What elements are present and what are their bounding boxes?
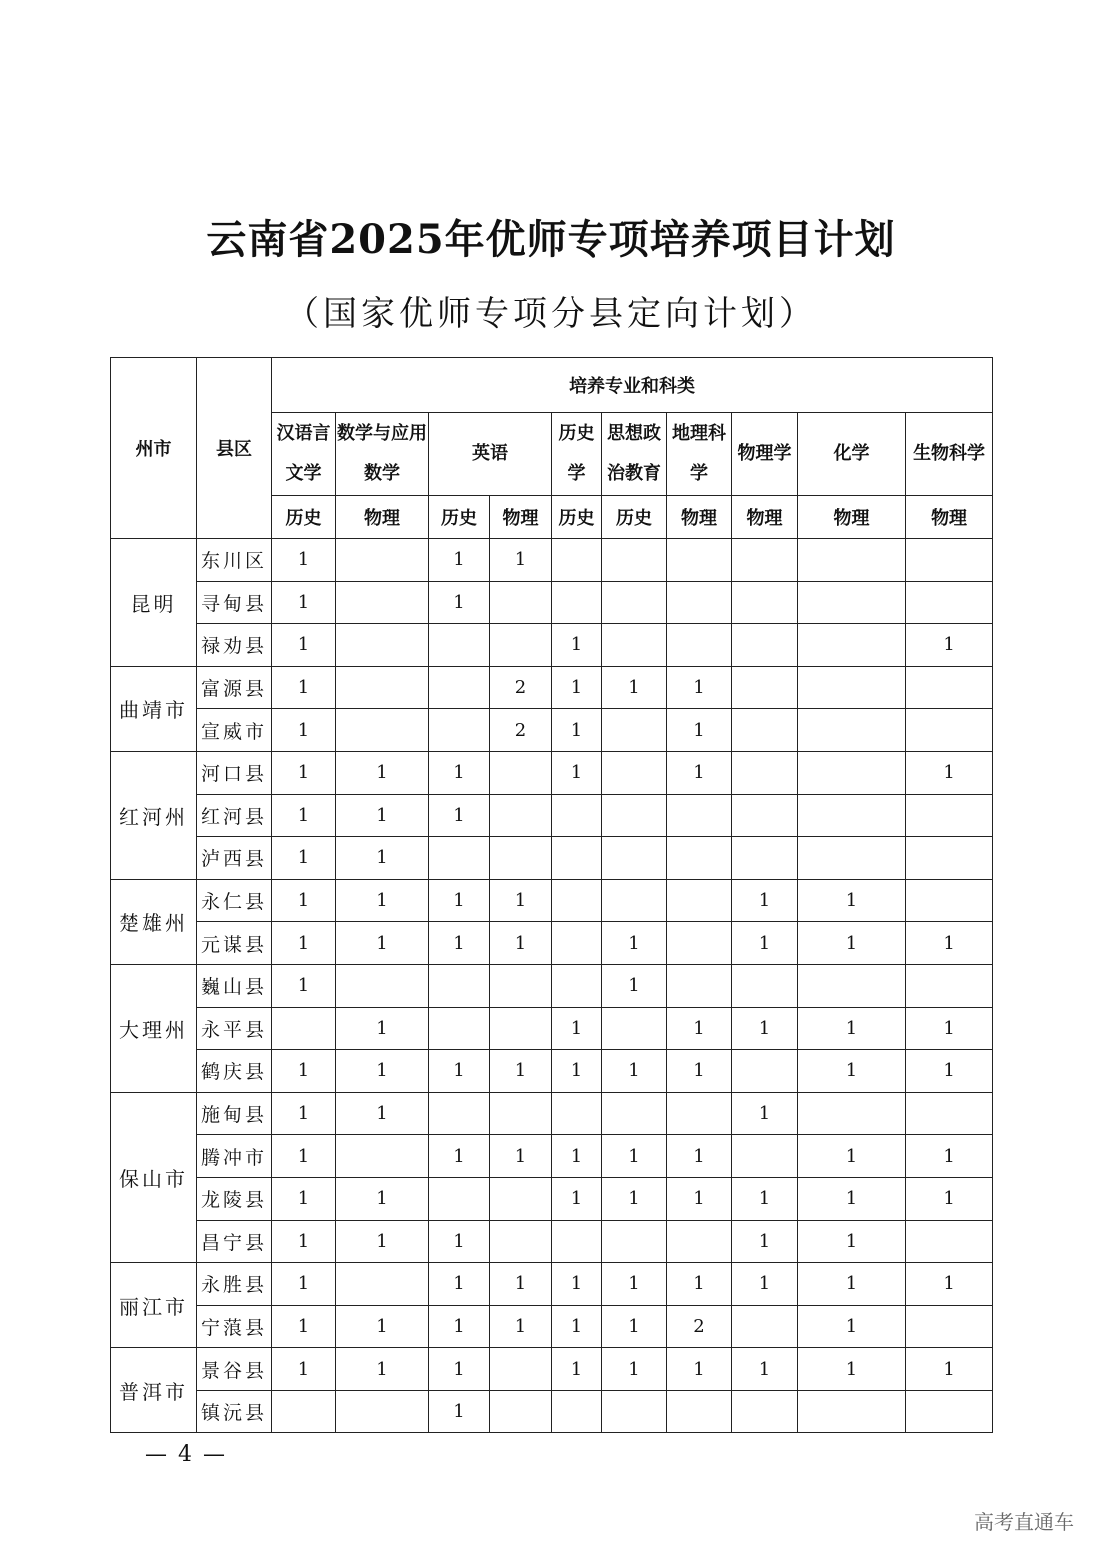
quota-cell: 1 [429,751,490,794]
quota-cell: 1 [732,922,798,965]
quota-cell: 1 [272,666,336,709]
prefecture-cell: 保山市 [111,1092,197,1262]
county-cell: 红河县 [197,794,272,837]
quota-cell [798,837,906,880]
quota-cell [732,794,798,837]
quota-cell: 1 [602,922,667,965]
quota-cell: 1 [336,837,429,880]
quota-cell: 1 [732,1348,798,1391]
county-cell: 宁蒗县 [197,1305,272,1348]
quota-cell [490,837,552,880]
quota-cell [732,751,798,794]
county-cell: 龙陵县 [197,1177,272,1220]
page-title: 云南省2025年优师专项培养项目计划 [206,216,896,263]
quota-cell [552,1220,602,1263]
quota-cell [906,709,993,752]
quota-cell: 1 [798,1305,906,1348]
quota-cell: 2 [490,666,552,709]
quota-cell: 1 [336,1348,429,1391]
quota-cell: 1 [798,1177,906,1220]
quota-cell [336,624,429,667]
quota-cell: 1 [602,1348,667,1391]
quota-cell [490,751,552,794]
quota-cell [667,1220,732,1263]
quota-cell [602,837,667,880]
quota-cell: 1 [906,922,993,965]
header-group: 培养专业和科类 [272,358,993,413]
quota-cell: 1 [798,1050,906,1093]
quota-cell: 1 [798,1007,906,1050]
quota-cell [602,539,667,582]
prefecture-cell: 普洱市 [111,1348,197,1433]
quota-cell [552,964,602,1007]
quota-cell: 1 [552,1177,602,1220]
quota-cell: 1 [336,1092,429,1135]
quota-cell: 1 [602,1135,667,1178]
county-cell: 昌宁县 [197,1220,272,1263]
quota-cell: 1 [552,1135,602,1178]
quota-cell [552,837,602,880]
quota-cell [906,794,993,837]
quota-cell [798,964,906,1007]
quota-cell: 1 [906,624,993,667]
quota-cell: 1 [272,794,336,837]
county-cell: 寻甸县 [197,581,272,624]
county-cell: 施甸县 [197,1092,272,1135]
quota-cell [602,624,667,667]
quota-cell: 1 [272,879,336,922]
table-row [111,964,993,1007]
header-major: 历史学 [552,413,602,496]
quota-cell: 1 [602,964,667,1007]
quota-cell [490,1348,552,1391]
table-row [111,1348,993,1391]
quota-cell [906,666,993,709]
quota-cell: 1 [732,1177,798,1220]
quota-cell: 1 [272,1135,336,1178]
quota-cell [667,1390,732,1433]
quota-cell [490,794,552,837]
county-cell: 东川区 [197,539,272,582]
quota-cell [336,1263,429,1306]
quota-cell [429,666,490,709]
quota-cell [490,1092,552,1135]
quota-cell [667,624,732,667]
quota-cell: 1 [552,1007,602,1050]
table-row [111,709,993,752]
quota-cell: 1 [272,581,336,624]
quota-cell [429,1007,490,1050]
quota-cell: 1 [732,1007,798,1050]
table-row [111,666,993,709]
quota-cell [602,581,667,624]
quota-cell: 1 [602,1177,667,1220]
quota-cell: 1 [552,1050,602,1093]
quota-cell [732,964,798,1007]
quota-cell [490,624,552,667]
quota-cell: 2 [490,709,552,752]
quota-cell: 1 [429,794,490,837]
quota-cell: 1 [667,1177,732,1220]
quota-cell [906,1305,993,1348]
quota-cell [798,751,906,794]
table-row [111,922,993,965]
quota-cell: 1 [429,581,490,624]
quota-cell: 1 [602,1263,667,1306]
quota-cell [667,539,732,582]
quota-cell [429,1177,490,1220]
header-major: 汉语言文学 [272,413,336,496]
table-row [111,1135,993,1178]
quota-cell [667,794,732,837]
quota-cell: 1 [272,1348,336,1391]
quota-cell: 1 [429,1220,490,1263]
quota-cell: 1 [429,1135,490,1178]
quota-cell: 1 [272,964,336,1007]
quota-cell [429,624,490,667]
quota-cell: 1 [272,1050,336,1093]
quota-cell: 1 [667,1348,732,1391]
quota-cell: 1 [336,751,429,794]
header-major: 思想政治教育 [602,413,667,496]
county-cell: 镇沅县 [197,1390,272,1433]
quota-cell: 1 [272,922,336,965]
quota-cell: 1 [552,624,602,667]
quota-cell: 1 [552,1305,602,1348]
quota-cell [552,794,602,837]
quota-cell [490,1220,552,1263]
quota-cell: 1 [732,1220,798,1263]
quota-cell [667,837,732,880]
quota-cell: 1 [429,1348,490,1391]
quota-cell: 1 [906,1050,993,1093]
quota-cell [490,1390,552,1433]
quota-cell: 1 [552,709,602,752]
header-major: 化学 [798,413,906,496]
quota-cell: 1 [429,879,490,922]
quota-cell [798,709,906,752]
quota-cell [906,539,993,582]
quota-cell: 1 [429,1263,490,1306]
quota-cell [602,709,667,752]
quota-cell [272,1007,336,1050]
quota-cell: 1 [667,709,732,752]
quota-cell: 1 [272,624,336,667]
quota-cell [336,539,429,582]
county-cell: 河口县 [197,751,272,794]
quota-cell: 1 [906,1263,993,1306]
county-cell: 泸西县 [197,837,272,880]
county-cell: 禄劝县 [197,624,272,667]
county-cell: 宣威市 [197,709,272,752]
header-subject: 历史 [272,496,336,539]
quota-cell [429,964,490,1007]
prefecture-cell: 大理州 [111,964,197,1092]
quota-cell [906,1092,993,1135]
prefecture-cell: 丽江市 [111,1263,197,1348]
header-major: 地理科学 [667,413,732,496]
quota-cell [552,1390,602,1433]
plan-table [110,357,993,1433]
quota-cell [732,1135,798,1178]
header-subject: 物理 [798,496,906,539]
quota-cell: 1 [429,1050,490,1093]
quota-cell [552,581,602,624]
quota-cell: 1 [490,1263,552,1306]
table-row [111,879,993,922]
quota-cell [732,581,798,624]
quota-cell [272,1390,336,1433]
quota-cell: 1 [429,1390,490,1433]
prefecture-cell: 曲靖市 [111,666,197,751]
quota-cell: 1 [667,751,732,794]
quota-cell [732,1050,798,1093]
quota-cell [602,1007,667,1050]
quota-cell: 1 [732,879,798,922]
quota-cell [798,539,906,582]
table-row [111,1220,993,1263]
quota-cell: 1 [602,1305,667,1348]
table-body [111,539,993,1433]
quota-cell: 2 [667,1305,732,1348]
quota-cell: 1 [906,1007,993,1050]
quota-cell: 1 [798,1263,906,1306]
quota-cell: 1 [429,922,490,965]
quota-cell: 1 [552,1263,602,1306]
quota-cell: 1 [336,922,429,965]
quota-cell: 1 [552,1348,602,1391]
quota-cell: 1 [429,539,490,582]
quota-cell [336,1390,429,1433]
quota-cell [798,794,906,837]
quota-cell: 1 [552,666,602,709]
table-row [111,794,993,837]
county-cell: 永仁县 [197,879,272,922]
header-subject: 物理 [490,496,552,539]
quota-cell [490,1007,552,1050]
prefecture-cell: 红河州 [111,751,197,879]
quota-cell [667,1092,732,1135]
header-subject: 历史 [602,496,667,539]
quota-cell: 1 [667,1135,732,1178]
quota-cell [667,964,732,1007]
header-subject: 物理 [906,496,993,539]
table-row [111,1050,993,1093]
quota-cell: 1 [552,751,602,794]
quota-cell [602,1390,667,1433]
header-subject: 物理 [667,496,732,539]
quota-cell [336,1135,429,1178]
quota-cell [490,964,552,1007]
header-subject: 历史 [552,496,602,539]
quota-cell: 1 [336,1177,429,1220]
table-row [111,751,993,794]
quota-cell [552,539,602,582]
quota-cell [906,837,993,880]
quota-cell: 1 [336,1007,429,1050]
quota-cell: 1 [602,666,667,709]
table-row [111,1092,993,1135]
county-cell: 鹤庆县 [197,1050,272,1093]
quota-cell: 1 [667,666,732,709]
county-cell: 永平县 [197,1007,272,1050]
table-row [111,1177,993,1220]
header-major: 英语 [429,413,552,496]
prefecture-cell: 昆明 [111,539,197,667]
header-county: 县区 [197,358,272,539]
quota-cell [336,581,429,624]
quota-cell [602,1092,667,1135]
quota-cell: 1 [490,539,552,582]
table-row [111,539,993,582]
table-row [111,1390,993,1433]
table-row [111,1007,993,1050]
quota-cell [732,709,798,752]
page-number: — 4 — [145,1442,227,1467]
header-prefecture: 州市 [111,358,197,539]
quota-cell [429,1092,490,1135]
quota-cell [602,879,667,922]
quota-cell: 1 [906,1348,993,1391]
header-subject: 物理 [732,496,798,539]
quota-cell: 1 [336,1220,429,1263]
quota-cell [336,666,429,709]
quota-cell [552,879,602,922]
quota-cell [798,666,906,709]
quota-cell [906,1390,993,1433]
county-cell: 富源县 [197,666,272,709]
table-row [111,1263,993,1306]
quota-cell: 1 [272,1177,336,1220]
quota-cell: 1 [272,539,336,582]
quota-cell [906,1220,993,1263]
quota-cell [336,709,429,752]
quota-cell: 1 [667,1007,732,1050]
quota-cell: 1 [272,837,336,880]
county-cell: 腾冲市 [197,1135,272,1178]
quota-cell [602,751,667,794]
quota-cell: 1 [798,922,906,965]
quota-cell [490,1177,552,1220]
prefecture-cell: 楚雄州 [111,879,197,964]
quota-cell [732,624,798,667]
quota-cell: 1 [906,1135,993,1178]
quota-cell: 1 [490,1135,552,1178]
quota-cell [906,581,993,624]
quota-cell: 1 [906,751,993,794]
quota-cell: 1 [336,794,429,837]
quota-cell [732,837,798,880]
quota-cell [798,1390,906,1433]
quota-cell: 1 [798,1135,906,1178]
quota-cell: 1 [336,1305,429,1348]
quota-cell: 1 [490,1050,552,1093]
quota-cell: 1 [336,879,429,922]
county-cell: 永胜县 [197,1263,272,1306]
table-row [111,1305,993,1348]
table-row [111,581,993,624]
county-cell: 景谷县 [197,1348,272,1391]
quota-cell [602,794,667,837]
quota-cell: 1 [429,1305,490,1348]
quota-cell: 1 [272,1263,336,1306]
quota-cell [798,581,906,624]
quota-cell: 1 [602,1050,667,1093]
quota-cell [429,837,490,880]
quota-cell [552,1092,602,1135]
table-row [111,837,993,880]
quota-cell [602,1220,667,1263]
page-subtitle: （国家优师专项分县定向计划） [285,294,817,334]
table-row [111,624,993,667]
header-subject: 历史 [429,496,490,539]
quota-cell: 1 [798,1220,906,1263]
quota-cell: 1 [906,1177,993,1220]
quota-cell [906,879,993,922]
county-cell: 巍山县 [197,964,272,1007]
quota-cell [798,1092,906,1135]
header-major: 物理学 [732,413,798,496]
quota-cell [667,879,732,922]
quota-cell [732,539,798,582]
county-cell: 元谋县 [197,922,272,965]
header-subject: 物理 [336,496,429,539]
quota-cell [429,709,490,752]
quota-cell: 1 [272,709,336,752]
quota-cell: 1 [490,1305,552,1348]
quota-cell [490,581,552,624]
quota-cell: 1 [798,879,906,922]
quota-cell: 1 [667,1263,732,1306]
quota-cell [732,666,798,709]
quota-cell [336,964,429,1007]
quota-cell: 1 [732,1092,798,1135]
quota-cell: 1 [490,922,552,965]
quota-cell: 1 [667,1050,732,1093]
watermark: 高考直通车 [974,1510,1074,1534]
quota-cell [667,581,732,624]
header-major: 生物科学 [906,413,993,496]
quota-cell [732,1390,798,1433]
quota-cell [798,624,906,667]
quota-cell [906,964,993,1007]
quota-cell [552,922,602,965]
quota-cell: 1 [732,1263,798,1306]
quota-cell: 1 [272,751,336,794]
quota-cell: 1 [798,1348,906,1391]
quota-cell: 1 [272,1305,336,1348]
quota-cell [732,1305,798,1348]
quota-cell: 1 [490,879,552,922]
quota-cell [667,922,732,965]
quota-cell: 1 [272,1220,336,1263]
header-major: 数学与应用数学 [336,413,429,496]
quota-cell: 1 [272,1092,336,1135]
quota-cell: 1 [336,1050,429,1093]
